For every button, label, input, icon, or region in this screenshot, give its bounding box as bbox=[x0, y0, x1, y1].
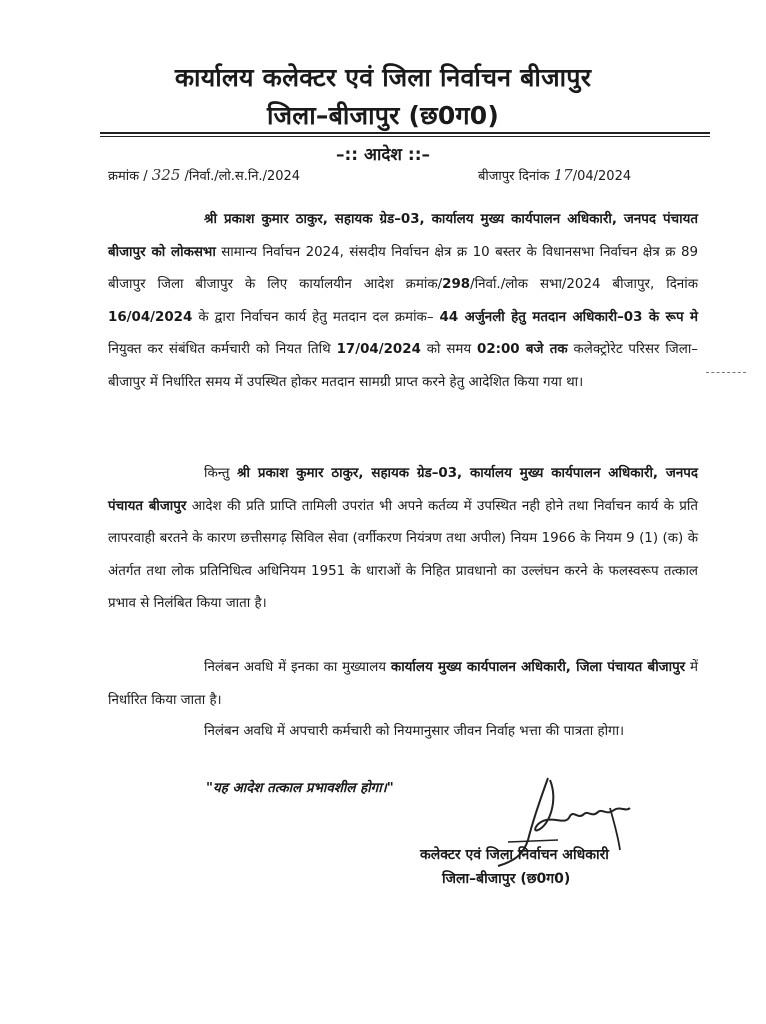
para1-team: 44 अर्जुनली हेतु मतदान अधिकारी–03 के रूप मे bbox=[439, 309, 698, 325]
employee-name-bold: श्री प्रकाश कुमार ठाकुर, सहायक ग्रेड–03, कार्यालय मुख्य कार्यपालन अधिकारी, जनपद पंचायत बीजापुर को लोकसभा bbox=[108, 212, 698, 260]
para1-text6: कलेक्ट्रोरेट परिसर जिला–बीजापुर में निर्धारित समय में उपस्थित होकर मतदान सामग्री प्राप्त करने हेतु आदेशित किया गया था। bbox=[108, 342, 698, 390]
district-title: जिला–बीजापुर (छ0ग0) bbox=[267, 101, 499, 130]
header-rule-thin bbox=[100, 136, 710, 137]
para1-order-no: 298 bbox=[442, 277, 471, 292]
header-rule-thick bbox=[100, 132, 710, 134]
order-number-prefix: क्रमांक / bbox=[108, 169, 148, 184]
order-number-handwritten: 325 bbox=[151, 166, 181, 184]
paragraph-headquarters bbox=[108, 652, 698, 717]
office-title: कार्यालय कलेक्टर एवं जिला निर्वाचन बीजापुर bbox=[174, 63, 592, 92]
para3-hq: कार्यालय मुख्य कार्यपालन अधिकारी, जिला पंचायत बीजापुर bbox=[390, 660, 686, 675]
order-number-suffix: /निर्वा./लो.स.नि./2024 bbox=[184, 169, 301, 184]
para3-text2: में निर्धारित किया जाता है। bbox=[108, 660, 699, 708]
para1-text4: नियुक्त कर संबंधित कर्मचारी को नियत तिथि bbox=[108, 342, 337, 357]
order-heading: –:: आदेश ::– bbox=[336, 145, 430, 165]
signatory-title: कलेक्टर एवं जिला निर्वाचन अधिकारी bbox=[420, 847, 609, 863]
para3-text1: निलंबन अवधि में इनका का मुख्यालय bbox=[204, 660, 391, 675]
paragraph-appointment bbox=[108, 204, 698, 399]
para1-text1: सामान्य निर्वाचन 2024, संसदीय निर्वाचन क्षेत्र क्र 10 बस्तर के विधानसभा निर्वाचन क्षेत्र क्र 89 बीजापुर जिला बीजापुर के लिए कार्यालयीन आदेश क्रमांक/ bbox=[108, 244, 698, 292]
margin-dash-mark bbox=[706, 372, 746, 374]
para2-text2: आदेश की प्रति प्राप्ति तामिली उपरांत भी अपने कर्तव्य में उपस्थित नही होने तथा निर्वाचन कार्य के प्रति लापरवाही बरतने के कारण छत्तीसगढ़ सिविल सेवा (वर्गीकरण नियंत्रण तथा अपील) नियम 1966 के नियम 9 (1) (क) के अंतर्गत तथा लोक प्रतिनिधित्व अधिनियम 1951 के धाराओं के निहित प्रावधानो का उल्लंघन करने के फलस्वरूप तत्काल प्रभाव से निलंबित किया जाता है। bbox=[108, 498, 698, 611]
order-number-line bbox=[108, 166, 300, 186]
effective-statement: "यह आदेश तत्काल प्रभावशील होगा।" bbox=[206, 781, 394, 796]
paragraph-allowance: निलंबन अवधि में अपचारी कर्मचारी को नियमानुसार जीवन निर्वाह भत्ता की पात्रता होगा। bbox=[204, 724, 625, 739]
order-date-suffix: /04/2024 bbox=[572, 169, 632, 184]
order-date-line bbox=[478, 166, 631, 186]
para1-text5: को समय bbox=[420, 342, 477, 357]
para1-date: 16/04/2024 bbox=[108, 309, 193, 325]
signatory-district: जिला–बीजापुर (छ0ग0) bbox=[442, 871, 571, 887]
paragraph-suspension bbox=[108, 458, 698, 621]
order-date-prefix: बीजापुर दिनांक bbox=[478, 169, 550, 184]
para1-text2: /निर्वा./लोक सभा/2024 बीजापुर, दिनांक bbox=[470, 277, 698, 292]
para1-text3: के द्वारा निर्वाचन कार्य हेतु मतदान दल क्रमांक– bbox=[192, 309, 440, 325]
para2-text1: किन्तु bbox=[204, 466, 238, 481]
para1-time: 02:00 बजे तक bbox=[477, 342, 568, 357]
para2-employee: श्री प्रकाश कुमार ठाकुर, सहायक ग्रेड–03, कार्यालय मुख्य कार्यपालन अधिकारी, जनपद पंचायत बीजापुर bbox=[108, 466, 698, 514]
order-date-day-handwritten: 17 bbox=[553, 166, 573, 184]
para1-due-date: 17/04/2024 bbox=[336, 342, 421, 357]
